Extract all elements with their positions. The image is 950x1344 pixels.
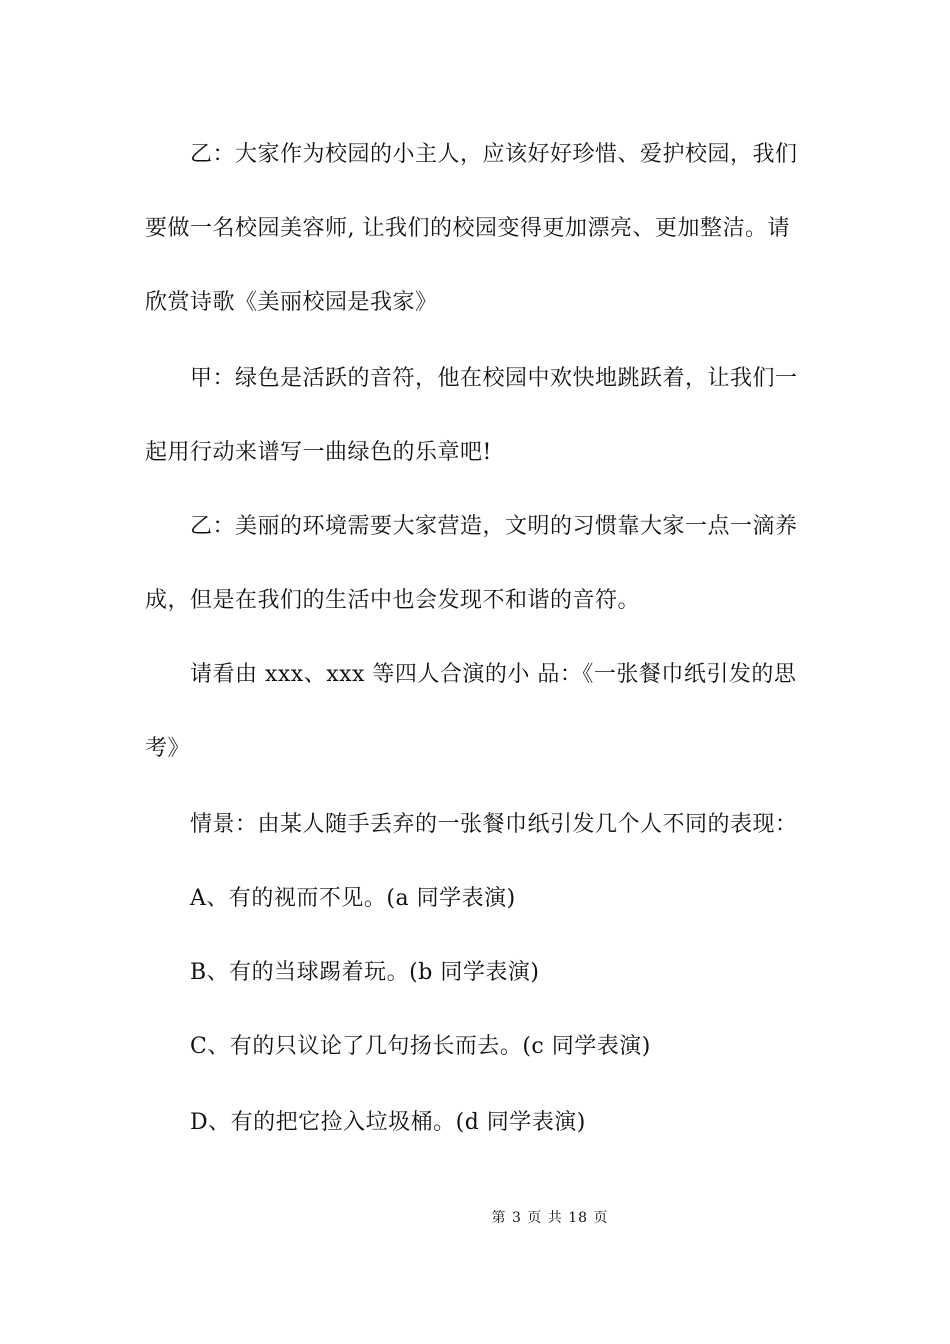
list-item: D、有的把它捡入垃圾桶。(d 同学表演) bbox=[190, 1110, 586, 1135]
paragraph-line: 情景：由某人随手丢弃的一张餐巾纸引发几个人不同的表现： bbox=[190, 812, 798, 837]
paragraph-line: 欣赏诗歌《美丽校园是我家》 bbox=[145, 290, 438, 315]
page-footer: 第 3 页 共 18 页 bbox=[491, 1210, 609, 1226]
paragraph-line: 甲：绿色是活跃的音符，他在校园中欢快地跳跃着，让我们一 bbox=[190, 366, 798, 391]
list-item: C、有的只议论了几句扬长而去。(c 同学表演) bbox=[190, 1034, 651, 1059]
list-item: B、有的当球踢着玩。(b 同学表演) bbox=[190, 960, 540, 985]
list-item: A、有的视而不见。(a 同学表演) bbox=[190, 886, 516, 911]
paragraph-line: 成，但是在我们的生活中也会发现不和谐的音符。 bbox=[145, 588, 641, 613]
paragraph-line: 请看由 xxx、xxx 等四人合演的小 品：《一张餐巾纸引发的思 bbox=[190, 662, 797, 687]
paragraph-line: 起用行动来谱写一曲绿色的乐章吧! bbox=[145, 440, 492, 465]
paragraph-line: 要做一名校园美容师, 让我们的校园变得更加漂亮、更加整洁。请 bbox=[145, 216, 790, 241]
paragraph-line: 考》 bbox=[145, 736, 191, 761]
paragraph-line: 乙：美丽的环境需要大家营造，文明的习惯靠大家一点一滴养 bbox=[190, 514, 798, 539]
paragraph-line: 乙：大家作为校园的小主人，应该好好珍惜、爱护校园，我们 bbox=[190, 142, 798, 167]
